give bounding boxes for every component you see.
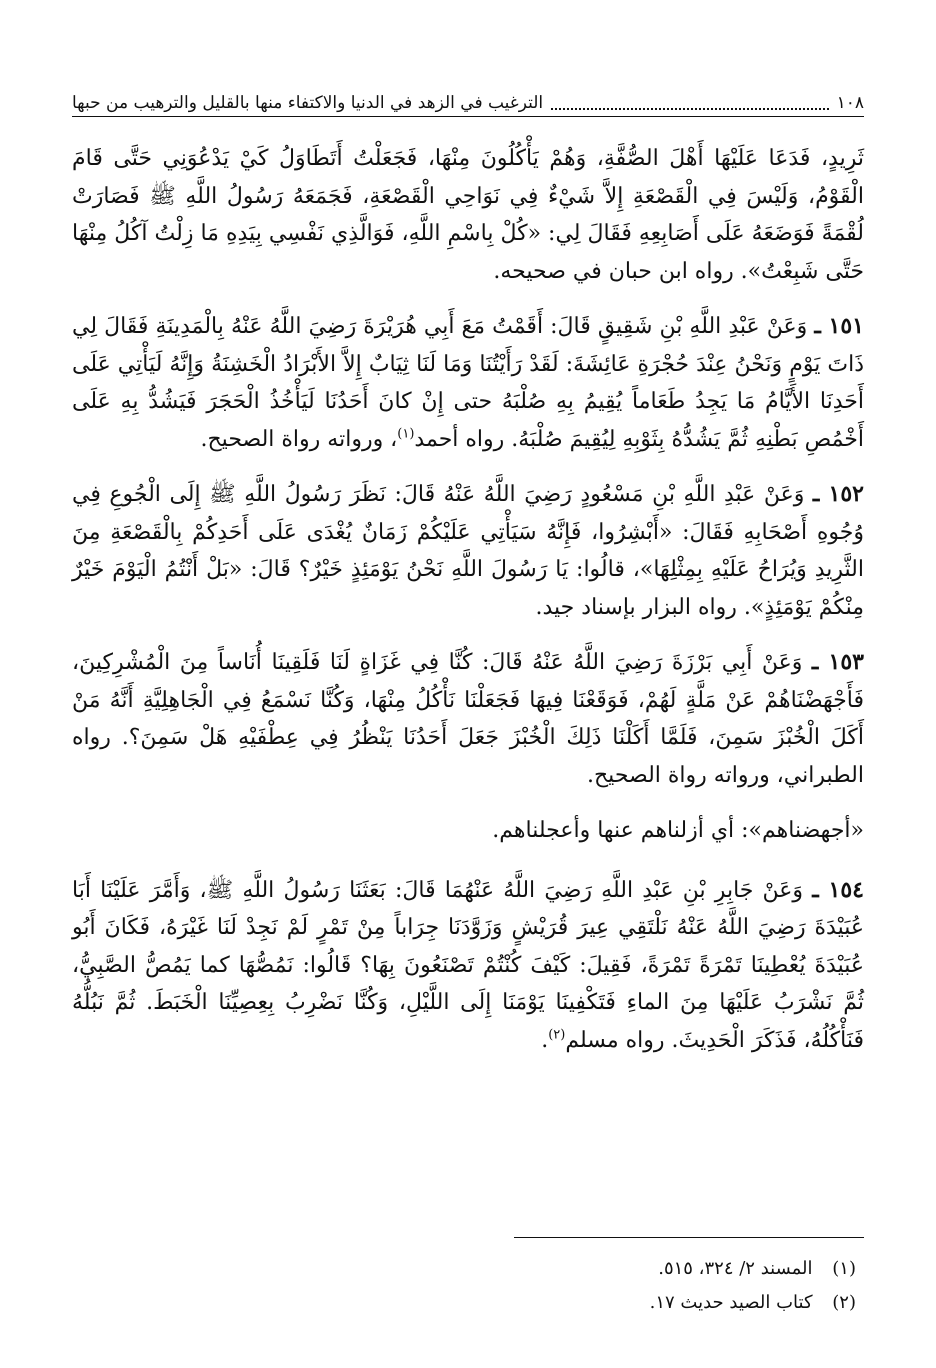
- main-text: [72, 140, 864, 1077]
- footnote-text: المسند ٢/ ٣٢٤، ٥١٥.: [658, 1258, 813, 1279]
- footnote-1: [72, 1252, 856, 1286]
- hadith-text: وَعَنْ عَبْدِ اللَّهِ بْنِ مَسْعُودٍ رَضِيَ اللَّهُ عَنْهُ قَالَ: نَظَرَ رَسُولُ اللَّهِ ﷺ إِلَى الْجُوعِ فِي وُجُوهِ أَصْحَابِهِ فَقَالَ: «أَبْشِرُوا، فَإِنَّهُ سَيَأْتِي عَلَيْكُمْ زَمَانٌ يُغْدَى عَلَى أَحَدِكُمْ بِالْقَصْعَةِ مِنَ الثَّرِيدِ وَيُرَاحُ عَلَيْهِ بِمِثْلِهَا»، قالُوا: يَا رَسُولَ اللَّهِ نَحْنُ يَوْمَئِذٍ خَيْرٌ؟ قَالَ: «بَلْ أَنْتُمُ الْيَوْمَ خَيْرٌ مِنْكُمْ يَوْمَئِذٍ». رواه البزار بإسناد جيد.: [72, 482, 864, 620]
- header-rule: [72, 116, 864, 117]
- hadith-151: [72, 308, 864, 458]
- hadith-text: وَعَنْ أَبِي بَرْزَةَ رَضِيَ اللَّهُ عَنْهُ قَالَ: كُنَّا فِي غَزَاةٍ لَنَا فَلَقِينَا أُنَاساً مِنَ الْمُشْرِكِينَ، فَأَجْهَضْنَاهُمْ عَنْ مَلَّةٍ لَهُمْ، فَوَقَعْنَا فِيهَا فَجَعَلْنَا نَأْكُلُ مِنْهَا، وَكُنَّا نَسْمَعُ فِي الْجَاهِلِيَّةِ أَنَّهُ مَنْ أَكَلَ الْخُبْزَ سَمِنَ، فَلَمَّا أَكَلْنَا ذَلِكَ الْخُبْزَ جَعَلَ أَحَدُنَا يَنْظُرُ فِي عِطْفَيْهِ هَلْ سَمِنَ؟. رواه الطبراني، ورواته رواة الصحيح.: [72, 650, 864, 788]
- hadith-number: ١٥٢ ـ: [812, 481, 864, 507]
- running-header: [72, 88, 864, 114]
- hadith-text-tail: .: [541, 1027, 549, 1053]
- hadith-number: ١٥٣ ـ: [811, 649, 864, 675]
- footnotes: [72, 1252, 856, 1320]
- footnote-marker: (١): [832, 1258, 856, 1279]
- hadith-text: وَعَنْ جَابِرِ بْنِ عَبْدِ اللَّهِ رَضِيَ اللَّهُ عَنْهُمَا قَالَ: بَعَثَنَا رَسُولُ اللَّهِ ﷺ، وَأَمَّرَ عَلَيْنَا أَبَا عُبَيْدَةَ رَضِيَ اللَّهُ عَنْهُ نَلْتَقِي عِيرَ قُرَيْشٍ وَزَوَّدَنَا جِرَاباً مِنْ تَمْرٍ لَمْ نَجِدْ لَنَا غَيْرَهُ، فَكَانَ أَبُو عُبَيْدَةَ يُعْطِينَا تَمْرَةً تَمْرَةً، فَقِيلَ: كَيْفَ كُنْتُمْ تَصْنَعُونَ بِهَا؟ قَالُوا: نَمُصُّهَا كما يَمُصُّ الصَّبِيُّ، ثُمَّ نَشْرَبُ عَلَيْهَا مِنَ الماءِ فَتَكْفِينَا يَوْمَنَا إِلَى اللَّيْلِ، وَكُنَّا نَضْرِبُ بِعِصِيِّنَا الْخَبَطَ. ثُمَّ نَبُلُّهُ فَنَأْكُلُهُ، فَذَكَرَ الْحَدِيثَ. رواه مسلم: [72, 877, 864, 1053]
- footnote-reference[interactable]: (٢): [548, 1027, 566, 1043]
- footnote-text: كتاب الصيد حديث ١٧.: [649, 1292, 813, 1313]
- paragraph-continuation: [72, 140, 864, 290]
- hadith-number: ١٥١ ـ: [814, 313, 864, 339]
- header-leader-dots: [551, 107, 828, 110]
- footnote-separator: [514, 1237, 864, 1238]
- hadith-text-tail: ، ورواته رواة الصحيح.: [200, 426, 398, 452]
- hadith-153: [72, 644, 864, 794]
- footnote-2: [72, 1286, 856, 1320]
- hadith-number: ١٥٤ ـ: [812, 876, 864, 903]
- footnote-reference[interactable]: (١): [397, 426, 415, 442]
- glossary-text: «أجهضناهم»: أي أزلناهم عنها وأعجلناهم.: [492, 818, 864, 843]
- hadith-152: [72, 476, 864, 626]
- page-number: ١٠٨: [836, 93, 864, 113]
- hadith-154: [72, 872, 864, 1060]
- footnote-marker: (٢): [832, 1292, 856, 1313]
- paragraph-text: ثَرِيدٍ، فَدَعَا عَلَيْهَا أَهْلَ الصُّفَّةِ، وَهُمْ يَأْكُلُونَ مِنْهَا، فَجَعَلْتُ أَتَطَاوَلُ كَيْ يَدْعُوَنِي حَتَّى قَامَ الْقَوْمُ، وَلَيْسَ فِي الْقَصْعَةِ إِلاَّ شَيْءٌ فِي نَوَاحِي الْقَصْعَةِ، فَجَمَعَهُ رَسُولُ اللَّهِ ﷺ فَصَارَتْ لُقْمَةً فَوَضَعَهُ عَلَى أَصَابِعِهِ فَقَالَ لِي: «كُلْ بِاسْمِ اللَّهِ، فَوَالَّذِي نَفْسِي بِيَدِهِ مَا زِلْتُ آكُلُ مِنْهَا حَتَّى شَبِعْتُ». رواه ابن حبان في صحيحه.: [72, 146, 864, 284]
- glossary-note: [72, 812, 864, 850]
- chapter-title: الترغيب في الزهد في الدنيا والاكتفاء منها بالقليل والترهيب من حبها: [72, 93, 544, 113]
- hadith-text: وَعَنْ عَبْدِ اللَّهِ بْنِ شَقِيقٍ قَالَ: أَقَمْتُ مَعَ أَبِي هُرَيْرَةَ رَضِيَ اللَّهُ عَنْهُ بِالْمَدِينَةِ فَقَالَ لِي ذَاتَ يَوْمٍ وَنَحْنُ عِنْدَ حُجْرَةِ عَائِشَةَ: لَقَدْ رَأَيْتُنَا وَمَا لَنَا ثِيَابٌ إِلاَّ الأَبْرَادُ الْخَشِنَةُ وَإِنَّهُ لَيَأْتِي عَلَى أَحَدِنَا الأَيَّامُ مَا يَجِدُ طَعَاماً يُقِيمُ بِهِ صُلْبَهُ حتى إِنْ كانَ أَحَدُنَا لَيَأْخُذُ الْحَجَرَ فَيَشُدُّ بِهِ عَلَى أَخْمُصِ بَطْنِهِ ثُمَّ يَشُدُّهُ بِثَوْبِهِ لِيُقِيمَ صُلْبَهُ. رواه أحمد: [72, 314, 864, 452]
